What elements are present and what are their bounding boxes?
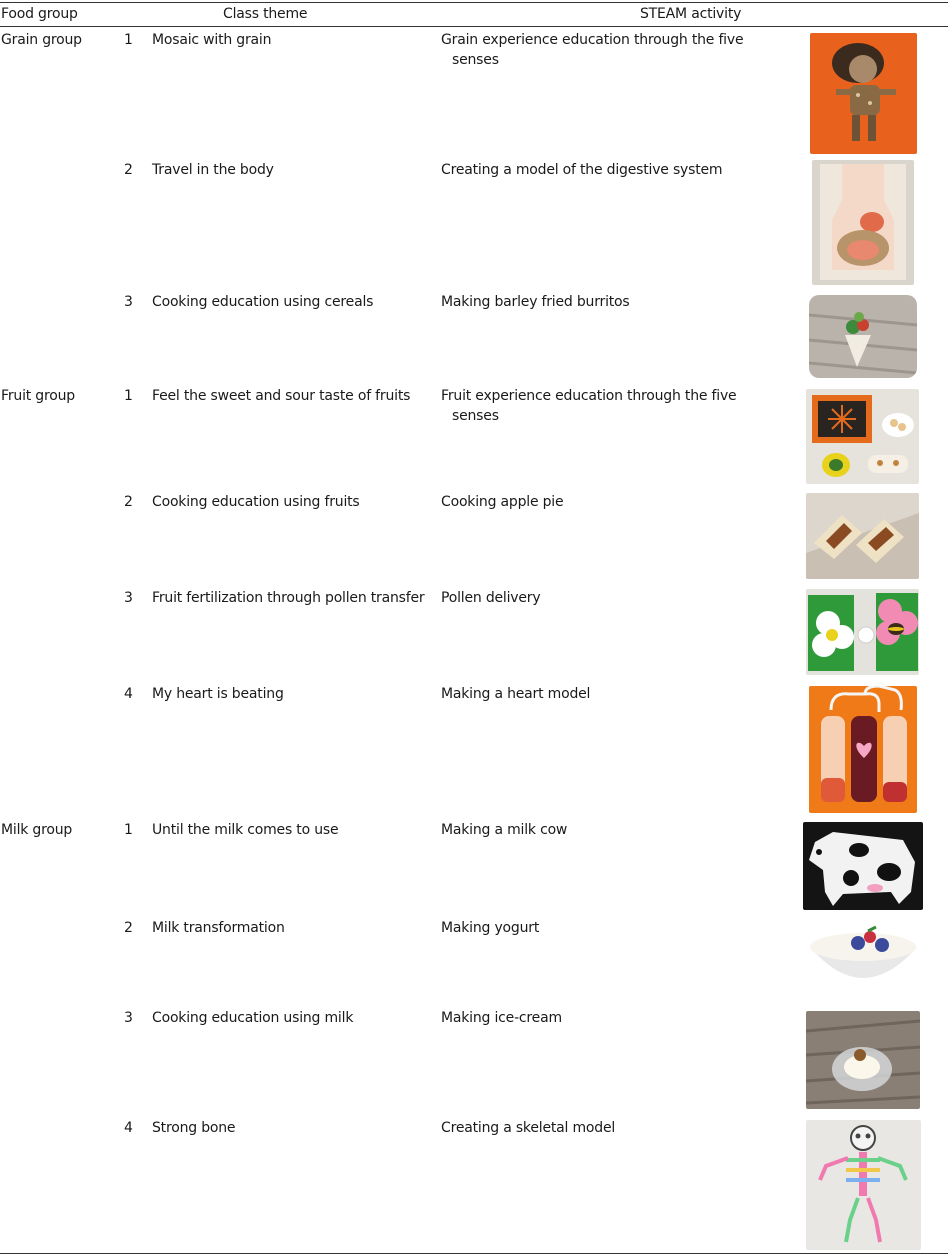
grain-mosaic-girl-photo [810, 33, 917, 154]
row-activity: Making a milk cow [441, 822, 568, 838]
row-number: 3 [124, 294, 133, 310]
header-bottom-rule [0, 26, 948, 27]
table-top-rule [0, 2, 948, 3]
row-number: 4 [124, 1120, 133, 1136]
row-theme: Feel the sweet and sour taste of fruits [152, 388, 411, 404]
row-number: 1 [124, 822, 133, 838]
row-number: 3 [124, 1010, 133, 1026]
row-number: 1 [124, 388, 133, 404]
row-activity: Grain experience education through the five [441, 32, 744, 48]
row-theme: Until the milk comes to use [152, 822, 339, 838]
digestive-system-model-photo [812, 160, 914, 285]
group-name-milk: Milk group [1, 822, 73, 838]
group-name-fruit: Fruit group [1, 388, 75, 404]
yogurt-bowl-photo [806, 919, 921, 1001]
ice-cream-cup-photo [806, 1011, 920, 1109]
table-bottom-rule [0, 1253, 948, 1254]
row-theme: Mosaic with grain [152, 32, 272, 48]
pollen-flowers-bee-photo [806, 589, 919, 675]
row-theme: Milk transformation [152, 920, 285, 936]
row-activity: Fruit experience education through the five [441, 388, 737, 404]
row-activity: Creating a model of the digestive system [441, 162, 723, 178]
row-theme: Fruit fertilization through pollen transfer [152, 590, 425, 606]
row-activity: Pollen delivery [441, 590, 541, 606]
row-activity-cont: senses [452, 52, 499, 68]
header-class-theme: Class theme [223, 6, 308, 22]
barley-burrito-photo [809, 295, 917, 378]
header-food-group: Food group [1, 6, 78, 22]
row-theme: Travel in the body [152, 162, 274, 178]
row-number: 1 [124, 32, 133, 48]
row-theme: Cooking education using cereals [152, 294, 374, 310]
row-activity: Making ice-cream [441, 1010, 562, 1026]
row-number: 2 [124, 920, 133, 936]
heart-model-bottles-photo [809, 686, 917, 813]
row-number: 2 [124, 162, 133, 178]
apple-pie-photo [806, 493, 919, 579]
fruit-senses-materials-photo [806, 389, 919, 484]
row-activity: Making barley fried burritos [441, 294, 630, 310]
group-name-grain: Grain group [1, 32, 82, 48]
header-steam-activity: STEAM activity [640, 6, 742, 22]
row-number: 4 [124, 686, 133, 702]
row-number: 2 [124, 494, 133, 510]
row-activity: Cooking apple pie [441, 494, 564, 510]
skeleton-model-photo [806, 1120, 921, 1250]
row-theme: Cooking education using fruits [152, 494, 360, 510]
row-theme: Strong bone [152, 1120, 236, 1136]
row-theme: My heart is beating [152, 686, 284, 702]
row-activity: Creating a skeletal model [441, 1120, 616, 1136]
row-activity: Making yogurt [441, 920, 540, 936]
row-activity-cont: senses [452, 408, 499, 424]
row-number: 3 [124, 590, 133, 606]
milk-cow-craft-photo [803, 822, 923, 910]
row-theme: Cooking education using milk [152, 1010, 354, 1026]
row-activity: Making a heart model [441, 686, 591, 702]
